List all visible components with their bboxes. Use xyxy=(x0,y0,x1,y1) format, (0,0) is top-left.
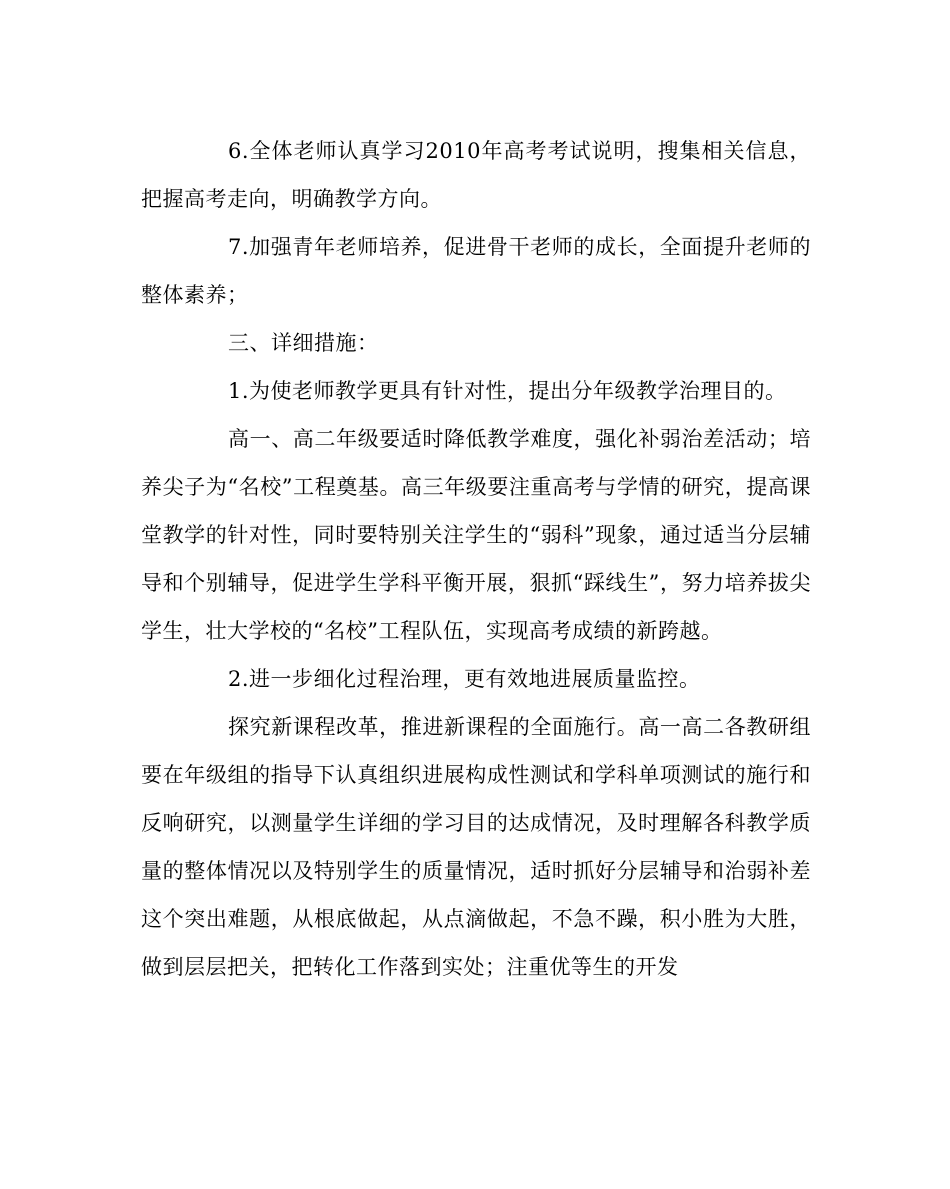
document-body xyxy=(141,127,811,991)
paragraph-measure-1: 1.为使老师教学更具有针对性，提出分年级教学治理目的。 xyxy=(228,379,787,403)
paragraph-item-6: 6.全体老师认真学习2010年高考考试说明，搜集相关信息，把握高考走向，明确教学方向。 xyxy=(141,139,811,211)
section-heading-measures: 三、详细措施： xyxy=(228,331,379,355)
paragraph-measure-2: 2.进一步细化过程治理，更有效地进展质量监控。 xyxy=(228,667,701,691)
paragraph-curriculum-reform: 探究新课程改革，推进新课程的全面施行。高一高二各教研组要在年级组的指导下认真组织进展构成性测试和学科单项测试的施行和反响研究，以测量学生详细的学习目的达成情况，及时理解各科教学质量的整体情况以及特别学生的质量情况，适时抓好分层辅导和治弱补差这个突出难题，从根底做起，从点滴做起，不急不躁，积小胜为大胜，做到层层把关，把转化工作落到实处；注重优等生的开发 xyxy=(141,715,811,979)
paragraph-grade-goals: 高一、高二年级要适时降低教学难度，强化补弱治差活动；培养尖子为“名校”工程奠基。高三年级要注重高考与学情的研究，提高课堂教学的针对性，同时要特别关注学生的“弱科”现象，通过适当分层辅导和个别辅导，促进学生学科平衡开展，狠抓“踩线生”，努力培养拔尖学生，壮大学校的“名校”工程队伍，实现高考成绩的新跨越。 xyxy=(141,427,811,643)
paragraph-item-7: 7.加强青年老师培养，促进骨干老师的成长，全面提升老师的整体素养； xyxy=(141,235,811,307)
